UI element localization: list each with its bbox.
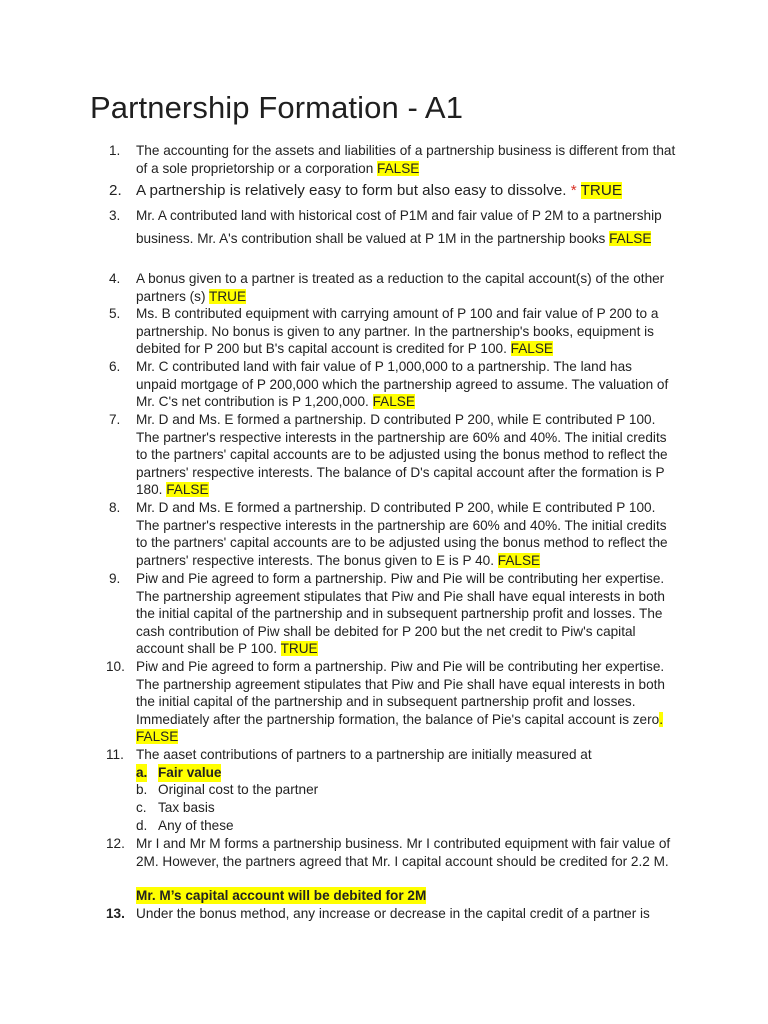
question-text: A partnership is relatively easy to form but also easy to dissolve. [136,182,571,199]
question-number: 8. [109,500,121,515]
option-b [136,781,319,799]
answer-highlight: TRUE [280,641,318,657]
option-d [136,817,234,835]
option-letter: d. [136,818,148,833]
required-asterisk: * [570,182,577,199]
question-8 [109,499,676,569]
question-10 [106,658,676,746]
question-number: 13. [106,906,125,921]
question-number: 12. [106,836,125,851]
question-text: A bonus given to a partner is treated as a reduction to the capital account(s) of the other partners (s) [136,271,665,304]
question-text: The accounting for the assets and liabilities of a partnership business is different from that of a sole proprietorship or a corporation [136,143,676,176]
question-6 [109,358,676,411]
question-number: 3. [109,208,121,223]
answer-highlight: FALSE [497,552,541,568]
question-text: Mr. C contributed land with fair value of P 1,000,000 to a partnership. The land has unpaid mortgage of P 200,000 which the partnership agreed to assume. The valuation of Mr. C's net contribution is P 1,200,000. [136,359,669,410]
question-text: Ms. B contributed equipment with carrying amount of P 100 and fair value of P 200 to a partnership. No bonus is given to any partner. In the partnership's books, equipment is debited for P 200 but B's capital account is credited for P 100. [136,306,659,357]
question-text: Mr. A contributed land with historical cost of P1M and fair value of P 2M to a partnership business. Mr. A's contribution shall be valued at P 1M in the partnership books [136,208,662,246]
question-number: 5. [109,306,121,321]
question-number: 7. [109,412,121,427]
option-a-selected [136,764,222,782]
question-11 [106,746,676,764]
question-number: 2. [109,182,122,199]
question-number: 4. [109,271,121,286]
question-text: Under the bonus method, any increase or decrease in the capital credit of a partner is [136,906,650,921]
answer-highlight: FALSE [510,341,553,357]
question-2 [109,182,676,200]
option-text: Tax basis [158,800,215,815]
answer-highlight: FALSE [609,231,652,246]
question-13 [106,905,676,923]
option-c [136,799,215,817]
question-number: 11. [106,747,124,762]
question-1 [109,142,676,177]
question-3 [109,204,676,250]
question-number: 1. [109,143,121,158]
question-12 [106,835,676,870]
option-text: Any of these [158,818,234,833]
question-text: Mr I and Mr M forms a partnership business. Mr I contributed equipment with fair value of 2M. However, the partners agreed that Mr. I capital account should be credited for 2.2 M. [136,836,671,869]
option-letter: a. [136,765,148,780]
question-4 [109,270,676,305]
question-number: 9. [109,571,121,586]
question-5 [109,305,676,358]
option-letter: c. [136,800,147,815]
question-9 [109,570,676,658]
question-number: 10. [106,659,125,674]
answer-highlight: TRUE [209,288,247,304]
question-text: The aaset contributions of partners to a partnership are initially measured at [136,747,592,762]
answer-highlight: . FALSE [136,711,663,745]
question-number: 6. [109,359,121,374]
option-letter: b. [136,782,148,797]
question-text: Mr. D and Ms. E formed a partnership. D contributed P 200, while E contributed P 100. The partner's respective interests in the partnership are 60% and 40%. The initial credits to the partners' capital accounts are to be adjusted using the bonus method to reflect the partners' respective interests. The bonus given to E is P 40. [136,500,668,568]
question-text: Piw and Pie agreed to form a partnership. Piw and Pie will be contributing her expertise. The partnership agreement stipulates that Piw and Pie shall have equal interests in both the initial capital of the partnership and in subsequent partnership profit and losses. The cash contribution of Piw shall be debited for P 200 but the net credit to Piw's capital account shall be P 100. [136,571,665,657]
option-text: Fair value [158,765,222,780]
answer-highlight: FALSE [372,394,415,410]
question-text: Mr. D and Ms. E formed a partnership. D contributed P 200, while E contributed P 100. The partner's respective interests in the partnership are 60% and 40%. The initial credits to the partners' capital accounts are to be adjusted using the bonus method to reflect the partners' respective interests. The balance of D's capital account after the formation is P 180. [136,412,668,498]
answer-highlight: FALSE [377,160,420,176]
question-7 [109,411,676,499]
answer-highlight: FALSE [166,482,209,498]
answer-12-highlight: Mr. M’s capital account will be debited for 2M [136,888,427,903]
question-text: Piw and Pie agreed to form a partnership. Piw and Pie will be contributing her expertise. The partnership agreement stipulates that Piw and Pie shall have equal interests in both the initial capital of the partnership and in subsequent partnership profit and losses. Immediately after the partnership formation, the balance of Pie's capital account is zero [136,659,665,727]
page-title: Partnership Formation - A1 [90,90,464,125]
answer-highlight: TRUE [580,182,622,199]
option-text: Original cost to the partner [158,782,319,797]
